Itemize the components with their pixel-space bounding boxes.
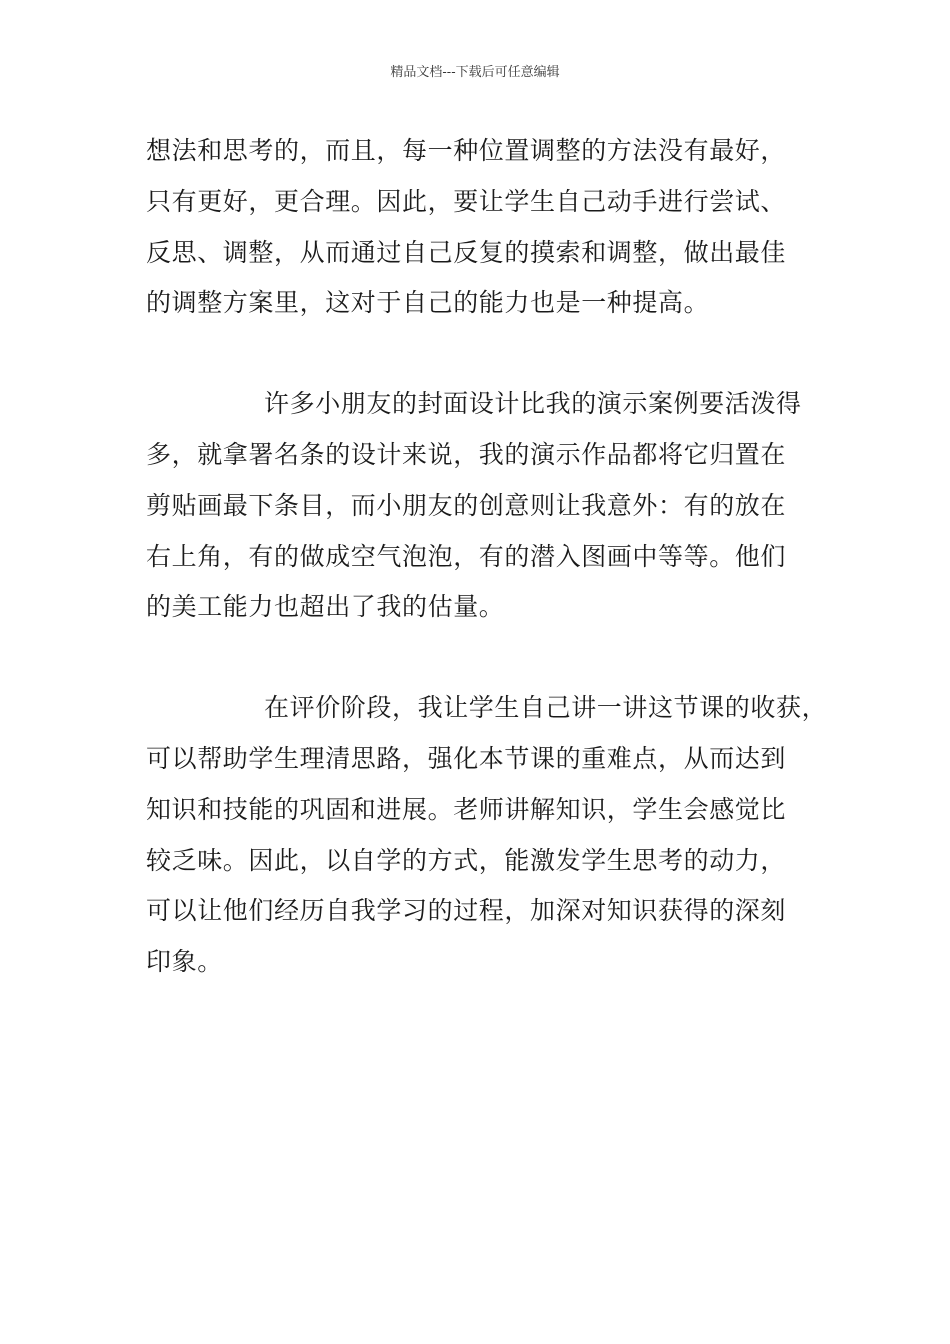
paragraph-spacer [146, 633, 830, 683]
paragraph-line: 许多小朋友的封面设计比我的演示案例要活泼得 [264, 389, 802, 419]
paragraph-line: 想法和思考的，而且，每一种位置调整的方法没有最好， [146, 136, 787, 165]
page-header: 精品文档---下载后可任意编辑 [390, 65, 560, 80]
paragraph-line: 的调整方案里，这对于自己的能力也是一种提高。 [146, 288, 710, 318]
paragraph-line: 可以让他们经历自我学习的过程，加深对知识获得的深刻 [146, 896, 787, 926]
document-body [146, 126, 830, 988]
paragraph-spacer [146, 329, 830, 379]
paragraph-2 [146, 379, 830, 633]
paragraph-line: 反思、调整，从而通过自己反复的摸索和调整，做出最佳 [146, 237, 787, 267]
paragraph-line: 在评价阶段，我让学生自己讲一讲这节课的收获， [264, 693, 828, 723]
paragraph-line: 只有更好，更合理。因此，要让学生自己动手进行尝试、 [146, 186, 787, 216]
paragraph-line: 印象。 [146, 947, 223, 977]
paragraph-line: 可以帮助学生理清思路，强化本节课的重难点，从而达到 [146, 743, 787, 773]
paragraph-line: 右上角，有的做成空气泡泡，有的潜入图画中等等。他们 [146, 541, 787, 571]
paragraph-line: 较乏味。因此，以自学的方式，能激发学生思考的动力， [146, 845, 787, 875]
paragraph-line: 多，就拿署名条的设计来说，我的演示作品都将它归置在 [146, 439, 787, 469]
paragraph-line: 剪贴画最下条目，而小朋友的创意则让我意外：有的放在 [146, 490, 787, 520]
paragraph-1 [146, 126, 830, 329]
paragraph-3 [146, 683, 830, 988]
paragraph-line: 的美工能力也超出了我的估量。 [146, 592, 505, 622]
paragraph-line: 知识和技能的巩固和进展。老师讲解知识，学生会感觉比 [146, 794, 787, 824]
